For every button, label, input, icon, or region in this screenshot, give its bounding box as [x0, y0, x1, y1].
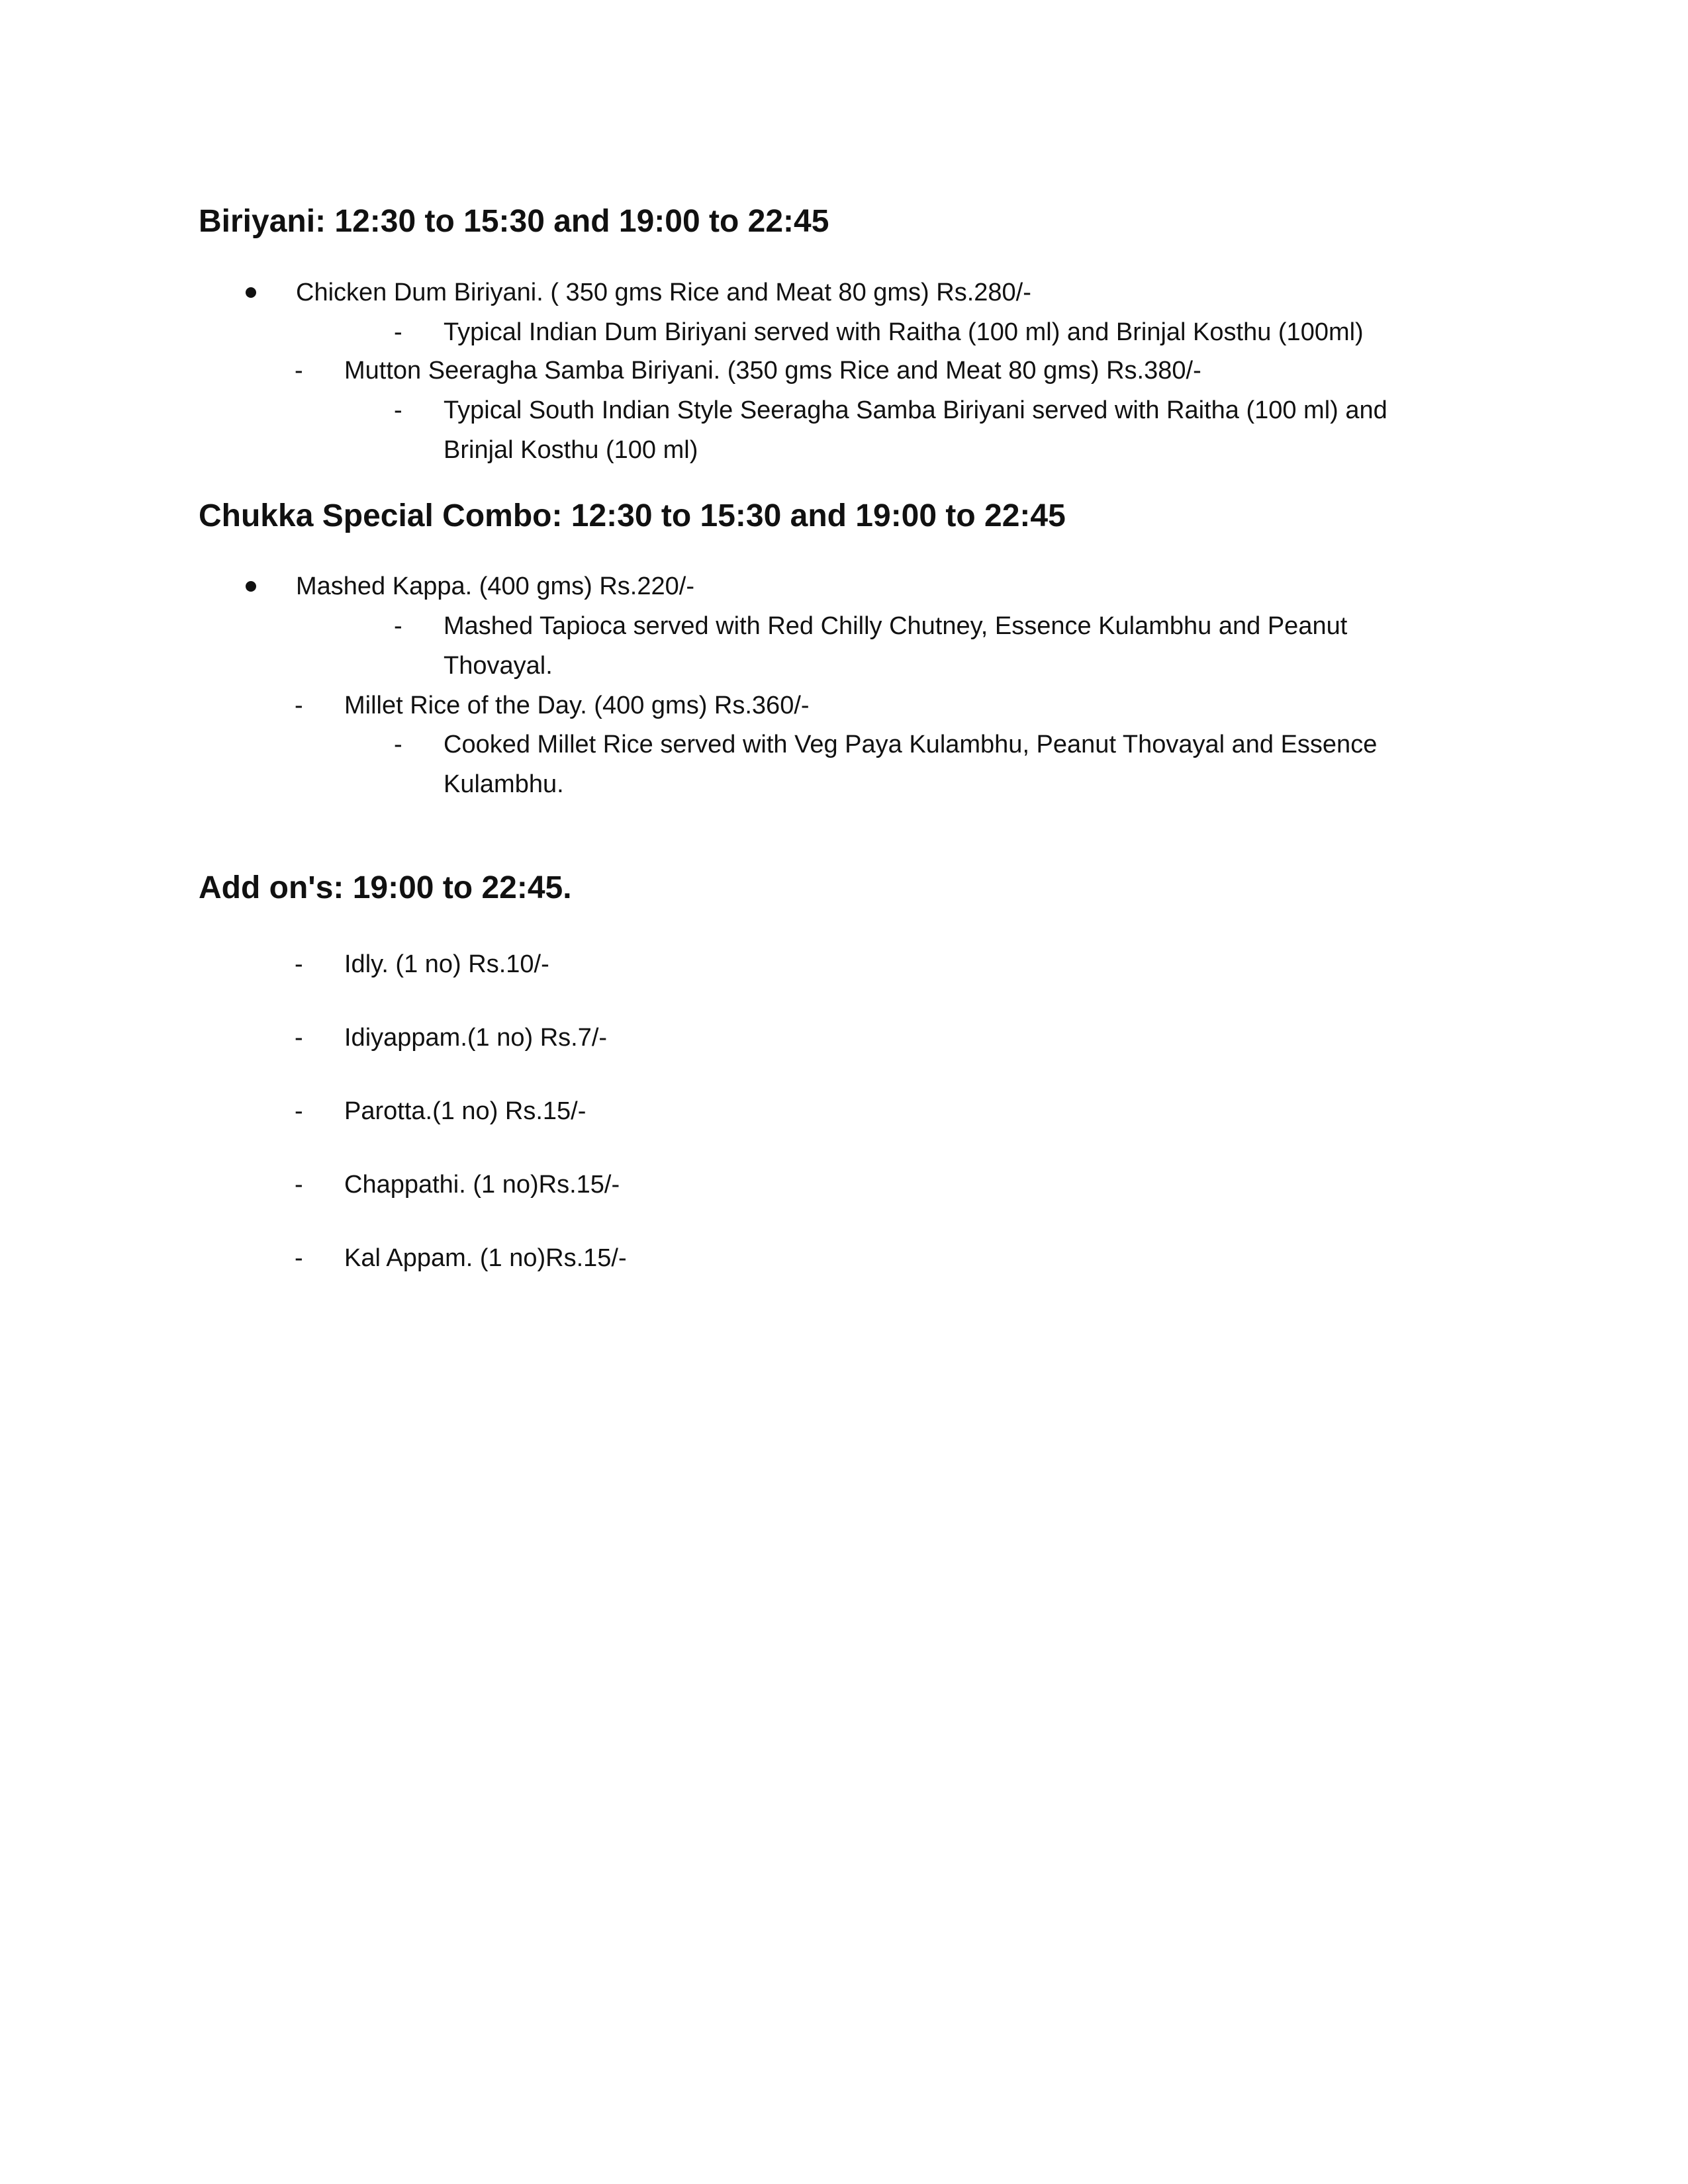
item-description-continued: Brinjal Kosthu (100 ml) [444, 436, 698, 464]
section-heading-biriyani: Biriyani: 12:30 to 15:30 and 19:00 to 22:45 [199, 204, 829, 239]
dash-marker: - [295, 1244, 303, 1272]
item-description: Cooked Millet Rice served with Veg Paya Kulambhu, Peanut Thovayal and Essence [444, 731, 1378, 758]
dash-marker: - [295, 692, 303, 719]
dash-marker: - [394, 731, 402, 758]
dash-marker: - [295, 357, 303, 385]
addon-item-chappathi: Chappathi. (1 no)Rs.15/- [344, 1171, 620, 1199]
menu-item-chicken-dum-biriyani: Chicken Dum Biriyani. ( 350 gms Rice and Meat 80 gms) Rs.280/- [296, 279, 1031, 306]
item-description: Typical Indian Dum Biriyani served with Raitha (100 ml) and Brinjal Kosthu (100ml) [444, 318, 1364, 346]
addon-item-idly: Idly. (1 no) Rs.10/- [344, 950, 549, 978]
dash-marker: - [295, 1171, 303, 1199]
bullet-icon [246, 581, 256, 592]
item-description: Typical South Indian Style Seeragha Samba Biriyani served with Raitha (100 ml) and [444, 396, 1387, 424]
item-description-continued: Thovayal. [444, 652, 553, 680]
addon-item-idiyappam: Idiyappam.(1 no) Rs.7/- [344, 1024, 608, 1052]
section-heading-chukka-special-combo: Chukka Special Combo: 12:30 to 15:30 and 19:00 to 22:45 [199, 498, 1066, 533]
addon-item-parotta: Parotta.(1 no) Rs.15/- [344, 1097, 586, 1125]
dash-marker: - [295, 1024, 303, 1052]
addon-item-kal-appam: Kal Appam. (1 no)Rs.15/- [344, 1244, 627, 1272]
dash-marker: - [295, 1097, 303, 1125]
bullet-icon [246, 287, 256, 298]
dash-marker: - [394, 318, 402, 346]
section-heading-add-ons: Add on's: 19:00 to 22:45. [199, 870, 572, 905]
menu-item-millet-rice-of-the-day: Millet Rice of the Day. (400 gms) Rs.360/- [344, 692, 810, 719]
item-description: Mashed Tapioca served with Red Chilly Chutney, Essence Kulambhu and Peanut [444, 612, 1348, 640]
menu-item-mashed-kappa: Mashed Kappa. (400 gms) Rs.220/- [296, 572, 694, 600]
dash-marker: - [295, 950, 303, 978]
item-description-continued: Kulambhu. [444, 770, 564, 798]
menu-item-mutton-seeragha-samba-biriyani: Mutton Seeragha Samba Biriyani. (350 gms Rice and Meat 80 gms) Rs.380/- [344, 357, 1201, 385]
dash-marker: - [394, 396, 402, 424]
dash-marker: - [394, 612, 402, 640]
